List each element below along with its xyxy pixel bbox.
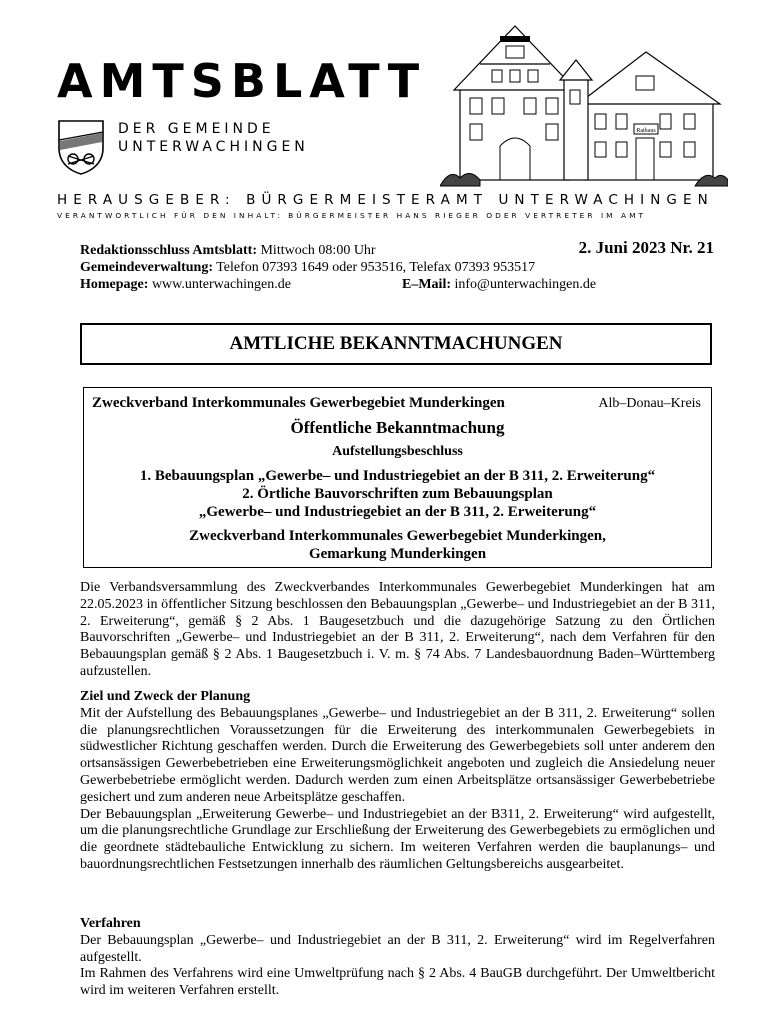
publisher-line: HERAUSGEBER: BÜRGERMEISTERAMT UNTERWACHINGEN <box>57 192 714 208</box>
ziel-paragraph-1: Mit der Aufstellung des Bebauungsplanes „Gewerbe– und Industriegebiet an der B 311, 2. Erweiterung“ sollen die planungsrechtlichen Voraussetzungen für die Erweiterung des interkommunalen Gewerbegebiets in südwestlicher Richtung geschaffen werden. Durch die Erweiterung des Gewerbegebiets soll unter anderem den ortsansässigen Gewerbebetrieben eine Erweiterungsmöglichkeit angeboten und zugleich die Ansiedelung neuer Gewerbebetriebe ermöglicht werden. Dadurch werden zum einen Arbeitsplätze ortsansässiger Gewerbebetriebe gesichert und zum anderen neue Arbeitsplätze geschaffen. <box>80 705 715 805</box>
heading-ziel: Ziel und Zweck der Planung <box>80 689 251 704</box>
homepage-link[interactable]: www.unterwachingen.de <box>151 277 291 292</box>
email-label: E–Mail: <box>402 277 451 292</box>
ziel-paragraph-2: Der Bebauungsplan „Erweiterung Gewerbe– und Industriegebiet an der B311, 2. Erweiterung“ wird aufgestellt, um die planungsrechtliche Grundlage zur Erschließung der Erweiterung des Gewerbegebiets zu ermöglichen und die geordnete städtebauliche Entwicklung zu sichern. Im weiteren Verfahren werden die bauplanungs– und bauordnungsrechtlichen Festsetzungen innerhalb des räumlichen Geltungsbereichs ausgearbeitet. <box>80 806 715 872</box>
heading-verfahren: Verfahren <box>80 916 141 931</box>
notice-zweckverband: Zweckverband Interkommunales Gewerbegebiet Munderkingen <box>92 395 505 411</box>
section-verfahren <box>80 916 715 1000</box>
verfahren-paragraph-1: Der Bebauungsplan „Gewerbe– und Industriegebiet an der B 311, 2. Erweiterung“ wird im Regelverfahren aufgestellt. <box>80 932 715 965</box>
redaktion-label: Redaktionsschluss Amtsblatt: <box>80 243 257 258</box>
body-intro <box>80 580 715 681</box>
redaktion-value: Mittwoch 08:00 Uhr <box>260 243 376 258</box>
notice-kreis: Alb–Donau–Kreis <box>598 396 701 411</box>
gemeinde-line-1: DER GEMEINDE <box>118 121 275 137</box>
verfahren-paragraph-2: Im Rahmen des Verfahrens wird eine Umweltprüfung nach § 2 Abs. 4 BauGB durchgeführt. Der Umweltbericht wird im weiteren Verfahren erstellt. <box>80 966 715 999</box>
notice-box <box>83 387 712 568</box>
notice-line-4: Zweckverband Interkommunales Gewerbegebiet Munderkingen, <box>189 528 606 544</box>
verwaltung-label: Gemeindeverwaltung: <box>80 260 213 275</box>
email-link[interactable]: info@unterwachingen.de <box>454 277 597 292</box>
gemeinde-name <box>118 120 309 156</box>
notice-line-1: 1. Bebauungsplan „Gewerbe– und Industriegebiet an der B 311, 2. Erweiterung“ <box>139 468 656 484</box>
responsible-line: VERANTWORTLICH FÜR DEN INHALT: BÜRGERMEISTER HANS RIEGER ODER VERTRETER IM AMT <box>57 211 647 220</box>
notice-line-2: 2. Örtliche Bauvorschriften zum Bebauungsplan <box>242 486 553 502</box>
notice-line-3: „Gewerbe– und Industriegebiet an der B 311, 2. Erweiterung“ <box>198 504 597 520</box>
coat-of-arms-icon <box>56 118 106 176</box>
issue-date-number: 2. Juni 2023 Nr. 21 <box>578 238 714 257</box>
town-hall-illustration <box>440 18 728 188</box>
gemeinde-line-2: UNTERWACHINGEN <box>118 139 309 155</box>
verwaltung-value: Telefon 07393 1649 oder 953516, Telefax 07393 953517 <box>216 260 536 275</box>
notice-title: Öffentliche Bekanntmachung <box>290 418 505 437</box>
masthead-title: AMTSBLATT <box>57 54 427 108</box>
section-ziel <box>80 689 715 874</box>
intro-paragraph: Die Verbandsversammlung des Zweckverbandes Interkommunales Gewerbegebiet Munderkingen hat am 22.05.2023 in öffentlicher Sitzung beschlossen den Bebauungsplan „Gewerbe– und Industriegebiet an der B 311, 2. Erweiterung“, gemäß § 2 Abs. 1 Baugesetzbuch und die dazugehörige Satzung zu den Örtlichen Bauvorschriften „Gewerbe– und Industriegebiet an der B 311, 2. Erweiterung“, nach dem Verfahren für den Bebauungsplan gemäß § 2 Abs. 1 Baugesetzbuch i. V. m. § 74 Abs. 7 Landesbauordnung Baden–Württemberg aufzustellen. <box>80 580 715 679</box>
info-block <box>80 238 720 293</box>
homepage-label: Homepage: <box>80 277 149 292</box>
section-title: AMTLICHE BEKANNTMACHUNGEN <box>80 323 712 365</box>
notice-subtitle: Aufstellungsbeschluss <box>332 444 463 459</box>
notice-line-5: Gemarkung Munderkingen <box>308 546 487 562</box>
building-sign: Rathaus <box>636 128 656 134</box>
